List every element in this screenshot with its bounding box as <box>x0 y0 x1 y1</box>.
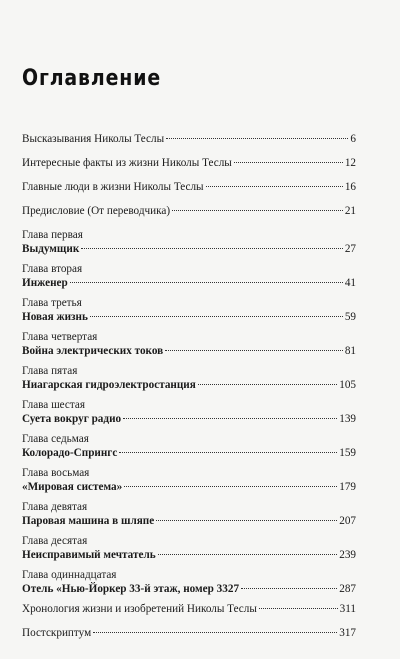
toc-chapter-entry <box>22 466 356 494</box>
chapter-title: Колорадо-Спрингс <box>22 447 118 459</box>
chapter-label: Глава одиннадцатая <box>22 569 117 581</box>
toc-entry <box>22 626 356 640</box>
dot-leader <box>81 248 343 249</box>
chapter-title: «Мировая система» <box>22 481 123 493</box>
dot-leader <box>70 282 343 283</box>
toc-line <box>22 602 356 616</box>
section-title: Главные люди в жизни Николы Теслы <box>22 181 204 193</box>
chapter-title: Новая жизнь <box>22 311 88 323</box>
page-number: 207 <box>339 515 356 527</box>
dot-leader <box>156 520 337 521</box>
chapter-label: Глава десятая <box>22 535 88 547</box>
toc-entry <box>22 132 356 146</box>
page-number: 16 <box>344 181 356 193</box>
toc-chapter-entry <box>22 500 356 528</box>
dot-leader <box>234 162 343 163</box>
toc-chapter-entry <box>22 364 356 392</box>
chapter-label: Глава пятая <box>22 365 78 377</box>
toc-chapter-entry <box>22 296 356 324</box>
page-number: 21 <box>344 205 356 217</box>
toc-line <box>22 480 356 494</box>
toc-entry <box>22 156 356 170</box>
dot-leader <box>198 384 337 385</box>
toc-line <box>22 132 356 146</box>
dot-leader <box>119 452 337 453</box>
page-number: 6 <box>350 133 356 145</box>
toc-chapter-entry <box>22 262 356 290</box>
chapter-title: Война электрических токов <box>22 345 164 357</box>
page-number: 139 <box>339 413 356 425</box>
page-number: 41 <box>344 277 356 289</box>
toc-line <box>22 412 356 426</box>
chapter-label: Глава первая <box>22 229 83 241</box>
toc-line <box>22 548 356 562</box>
chapter-label: Глава четвертая <box>22 331 98 343</box>
page-number: 27 <box>344 243 356 255</box>
section-title: Хронология жизни и изобретений Николы Теслы <box>22 603 257 615</box>
toc-line <box>22 344 356 358</box>
toc-line <box>22 310 356 324</box>
toc-line <box>22 626 356 640</box>
page-number: 311 <box>339 603 356 615</box>
dot-leader <box>124 486 337 487</box>
chapter-title: Ниагарская гидроэлектростанция <box>22 379 196 391</box>
toc-line <box>22 378 356 392</box>
dot-leader <box>158 554 338 555</box>
toc-line <box>22 514 356 528</box>
section-title: Постскриптум <box>22 627 92 639</box>
chapter-title: Инженер <box>22 277 68 289</box>
toc-line <box>22 276 356 290</box>
page-number: 179 <box>339 481 356 493</box>
page-number: 81 <box>344 345 356 357</box>
toc-line <box>22 156 356 170</box>
chapter-label: Глава третья <box>22 297 82 309</box>
toc-chapter-entry <box>22 432 356 460</box>
page-title: Оглавление <box>22 66 162 91</box>
toc-chapter-entry <box>22 228 356 256</box>
chapter-title: Отель «Нью-Йоркер 33-й этаж, номер 3327 <box>22 583 240 595</box>
chapter-label: Глава шестая <box>22 399 86 411</box>
toc-chapter-entry <box>22 398 356 426</box>
dot-leader <box>123 418 337 419</box>
toc-line <box>22 180 356 194</box>
chapter-title: Суета вокруг радио <box>22 413 122 425</box>
chapter-title: Паровая машина в шляпе <box>22 515 155 527</box>
chapter-label: Глава вторая <box>22 263 83 275</box>
toc-line <box>22 204 356 218</box>
toc-line <box>22 446 356 460</box>
page-number: 105 <box>339 379 356 391</box>
toc-entry <box>22 204 356 218</box>
dot-leader <box>165 350 343 351</box>
dot-leader <box>172 210 343 211</box>
chapter-title: Неисправимый мечтатель <box>22 549 156 561</box>
chapter-label: Глава восьмая <box>22 467 90 479</box>
toc-line <box>22 582 356 596</box>
dot-leader <box>90 316 343 317</box>
page-number: 159 <box>339 447 356 459</box>
section-title: Интересные факты из жизни Николы Теслы <box>22 157 232 169</box>
page-number: 317 <box>339 627 356 639</box>
dot-leader <box>241 588 337 589</box>
dot-leader <box>166 138 348 139</box>
toc-chapter-entry <box>22 568 356 596</box>
section-title: Предисловие (От переводчика) <box>22 205 171 217</box>
toc-entry <box>22 602 356 616</box>
page-number: 287 <box>339 583 356 595</box>
toc-line <box>22 242 356 256</box>
chapter-label: Глава седьмая <box>22 433 89 445</box>
table-of-contents <box>22 132 356 650</box>
chapter-label: Глава девятая <box>22 501 88 513</box>
toc-chapter-entry <box>22 534 356 562</box>
toc-chapter-entry <box>22 330 356 358</box>
page-number: 239 <box>339 549 356 561</box>
dot-leader <box>259 608 338 609</box>
chapter-title: Выдумщик <box>22 243 80 255</box>
toc-entry <box>22 180 356 194</box>
dot-leader <box>206 186 343 187</box>
section-title: Высказывания Николы Теслы <box>22 133 165 145</box>
page-number: 12 <box>344 157 356 169</box>
dot-leader <box>93 632 337 633</box>
page-number: 59 <box>344 311 356 323</box>
